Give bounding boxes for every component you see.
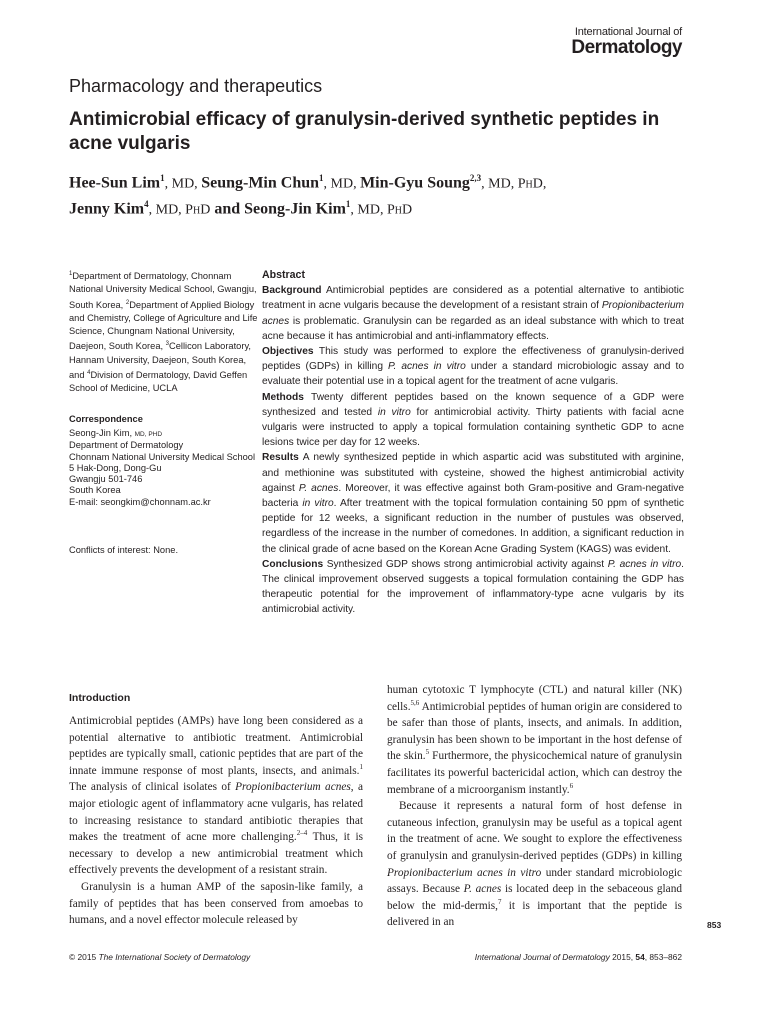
author-name: Min-Gyu Soung: [360, 174, 470, 192]
body-italic: P. acnes: [463, 883, 502, 896]
affil-mark: 4: [87, 369, 91, 376]
author-conjunction: and: [210, 200, 245, 218]
footer-volume: 54: [635, 952, 645, 962]
abstract-text: Antimicrobial peptides are considered as a potential alternative to antibiotic treatment in acne vulgaris because the development of a resistant strain of: [262, 285, 684, 312]
abstract-objectives: [262, 344, 684, 390]
abstract-methods: [262, 390, 684, 451]
affil-mark: 1: [69, 271, 73, 277]
body-text: Antimicrobial peptides of human origin are considered to be safer than those of plants, insects, and animals. In addition, granulysin has been shown to be important in the host defense of the skin.: [387, 700, 682, 763]
abstract-italic: P. acnes: [298, 482, 339, 494]
affil-text: Cellicon Laboratory, Hannam University, Daejeon, South Korea, and: [69, 341, 251, 380]
citation-mark: 5,6: [410, 698, 420, 707]
body-text: under standard microbiologic assays. Because: [387, 866, 683, 896]
article-title: Antimicrobial efficacy of granulysin-derived synthetic peptides in acne vulgaris: [69, 109, 660, 154]
abstract-subheading: Conclusions: [262, 558, 324, 570]
abstract-text: . Moreover, it was effective against both Gram-positive and Gram-negative bacteria: [262, 482, 684, 510]
abstract-text: for antimicrobial activity. Thirty patients with facial acne vulgaris were instructed to apply a topical formulation containing synthetic GDP to acne lesions twice per day for 12 weeks.: [262, 406, 684, 449]
abstract-italic: in vitro: [302, 498, 334, 510]
abstract-text: Twenty different peptides based on the known sequence of a GDP were synthesized and tested: [262, 391, 684, 418]
correspondence-line: Department of Dermatology: [69, 440, 184, 451]
author-name: Seung-Min Chun: [201, 174, 320, 192]
abstract-italic: Propionibacterium acnes: [262, 300, 684, 327]
abstract-subheading: Objectives: [262, 346, 314, 358]
abstract-subheading: Methods: [262, 391, 304, 403]
body-column-right: [387, 682, 682, 931]
author-affil-mark: 1: [345, 199, 351, 210]
body-paragraph: [387, 798, 682, 931]
footer-text: , 853–862: [644, 952, 682, 962]
abstract-heading: Abstract: [262, 269, 305, 281]
body-italic: Propionibacterium acnes in vitro: [387, 866, 542, 879]
footer-italic: The International Society of Dermatology: [98, 952, 251, 962]
abstract-text: . After treatment with the topical formulation containing 50 ppm of synthetic peptide for 12 weeks, a significant reduction in the number of pustules was observed, regardless of the increase in the number of comedones. In addition, a significant reduction in the clinical grade of acne based on the Korean Acne Grading System (KAGS) was evident.: [262, 498, 684, 555]
correspondence-name: Seong-Jin Kim,: [69, 428, 135, 438]
author-degree: , MD,: [164, 176, 202, 192]
abstract-text: This study was performed to explore the effectiveness of granulysin-derived peptides (GDPs) in killing: [262, 346, 684, 373]
citation-mark: 2–4: [296, 829, 308, 838]
abstract-text: A newly synthesized peptide in which aspartic acid was substituted with arginine, and methionine was substituted with cysteine, showed the highest antimicrobial activity against: [262, 452, 684, 494]
body-text: human cytotoxic T lymphocyte (CTL) and natural killer (NK) cells.: [387, 684, 682, 713]
author-name: Hee-Sun Lim: [69, 174, 161, 192]
abstract-italic: P. acnes in vitro: [607, 558, 682, 570]
correspondence-line: Gwangju 501-746: [69, 474, 143, 485]
affil-text: Department of Applied Biology and Chemistry, College of Agriculture and Life Science, Chungnam National University, Daejeon, South Korea,: [69, 299, 258, 352]
author-affil-mark: 1: [160, 173, 165, 183]
body-text: it is important that the peptide is delivered in an: [387, 899, 682, 929]
correspondence-heading: Correspondence: [69, 414, 143, 424]
introduction-heading: Introduction: [69, 692, 131, 704]
abstract-italic: in vitro: [377, 406, 411, 418]
abstract-results: [262, 450, 684, 556]
footer-citation: [475, 952, 682, 962]
body-text: is located deep in the sebaceous gland below the mid-dermis,: [387, 883, 682, 912]
page-number: 853: [707, 920, 722, 930]
author-name: Jenny Kim: [69, 200, 145, 218]
citation-mark: 6: [569, 781, 574, 790]
author-degree: , MD,: [323, 176, 361, 192]
abstract-text: is problematic. Granulysin can be regarded as an ideal substance with which to treat acne because it has antimicrobial and anti-inflammatory effects.: [262, 315, 684, 342]
body-text: Furthermore, the physicochemical nature of granulysin facilitates its powerful bactericidal action, which can destroy the membrane of a microorganism instantly.: [387, 750, 682, 796]
footer-copyright: [69, 952, 250, 962]
affil-text: Division of Dermatology, David Geffen School of Medicine, UCLA: [69, 369, 248, 393]
body-text: , a major etiologic agent of inflammatory acne vulgaris, has related to increasing resistance to standard antibiotic therapies that makes the treatment of acne more challenging.: [69, 781, 363, 844]
abstract-text: . The clinical improvement observed suggests a topical formulation containing the GDP has therapeutic potential for the improvement of inflammatory-type acne vulgaris by its antimicrobial activity.: [262, 558, 684, 616]
body-text: The analysis of clinical isolates of: [69, 781, 236, 794]
affil-text: Department of Dermatology, Chonnam National University Medical School, Gwangju, South Korea,: [69, 271, 257, 310]
author-degree: , MD, PhD: [350, 202, 413, 218]
abstract-background: [262, 283, 684, 344]
body-text: Because it represents a natural form of host defense in cutaneous infection, granulysin may be useful as a topical agent in the treatment of acne. We sought to explore the effectiveness of granulysin and granulysin-derived peptides (GDPs) in killing: [387, 800, 682, 862]
body-column-left: [69, 713, 363, 929]
citation-mark: 5: [425, 748, 430, 757]
abstract-italic: P. acnes in vitro: [388, 361, 466, 373]
abstract-subheading: Background: [262, 285, 322, 297]
citation-mark: 7: [497, 897, 502, 906]
author-name: Seong-Jin Kim: [244, 200, 346, 218]
correspondence-email[interactable]: E-mail: seongkim@chonnam.ac.kr: [69, 496, 211, 507]
affil-mark: 2: [125, 299, 130, 306]
correspondence-block: [69, 428, 259, 508]
author-affil-mark: 1: [319, 173, 324, 183]
correspondence-degree: MD, PHD: [134, 431, 163, 438]
body-text: Antimicrobial peptides (AMPs) have long been considered as a potential alternative to antibiotic treatment. Antimicrobial peptides are typically small, cationic peptides that are part of the innate immune response of most plants, insects, and animals.: [69, 715, 363, 777]
conflicts-statement: Conflicts of interest: None.: [69, 545, 179, 555]
abstract-conclusions: [262, 557, 684, 618]
abstract-subheading: Results: [262, 452, 299, 464]
author-affil-mark: 4: [144, 199, 149, 210]
footer-text: © 2015: [69, 952, 99, 962]
body-paragraph: Granulysin is a human AMP of the saposin-like family, a family of peptides that has been conserved from amoebas to humans, and a novel effector molecule released by: [69, 880, 363, 927]
body-paragraph: [387, 682, 682, 798]
body-italic: Propionibacterium acnes: [235, 781, 351, 794]
author-affil-mark: 2,3: [469, 173, 482, 183]
body-text: Thus, it is necessary to develop a new antimicrobial treatment which effectively prevents the development of a resistant strain.: [69, 831, 363, 877]
body-paragraph: [69, 713, 363, 879]
footer-text: 2015,: [609, 952, 636, 962]
author-degree: , MD, PhD: [148, 202, 211, 218]
abstract-text: under a standard microbiologic assay and to evaluate their potential use in a topical agent for the treatment of acne vulgaris.: [262, 361, 684, 388]
correspondence-line: Chonnam National University Medical School: [69, 451, 256, 462]
author-list: [69, 168, 709, 221]
citation-mark: 1: [359, 763, 363, 772]
abstract-text: Synthesized GDP shows strong antimicrobial activity against: [323, 558, 608, 570]
correspondence-line: 5 Hak-Dong, Dong-Gu: [69, 462, 162, 473]
correspondence-line: South Korea: [69, 485, 121, 496]
section-title: Pharmacology and therapeutics: [69, 76, 323, 96]
journal-name-small: International Journal of: [574, 26, 682, 38]
author-degree: , MD, PhD,: [481, 176, 547, 192]
affiliations: [69, 268, 259, 395]
abstract: [262, 268, 684, 618]
footer-italic: International Journal of Dermatology: [474, 952, 610, 962]
affil-mark: 3: [165, 341, 169, 348]
journal-name-large: Dermatology: [571, 37, 682, 58]
